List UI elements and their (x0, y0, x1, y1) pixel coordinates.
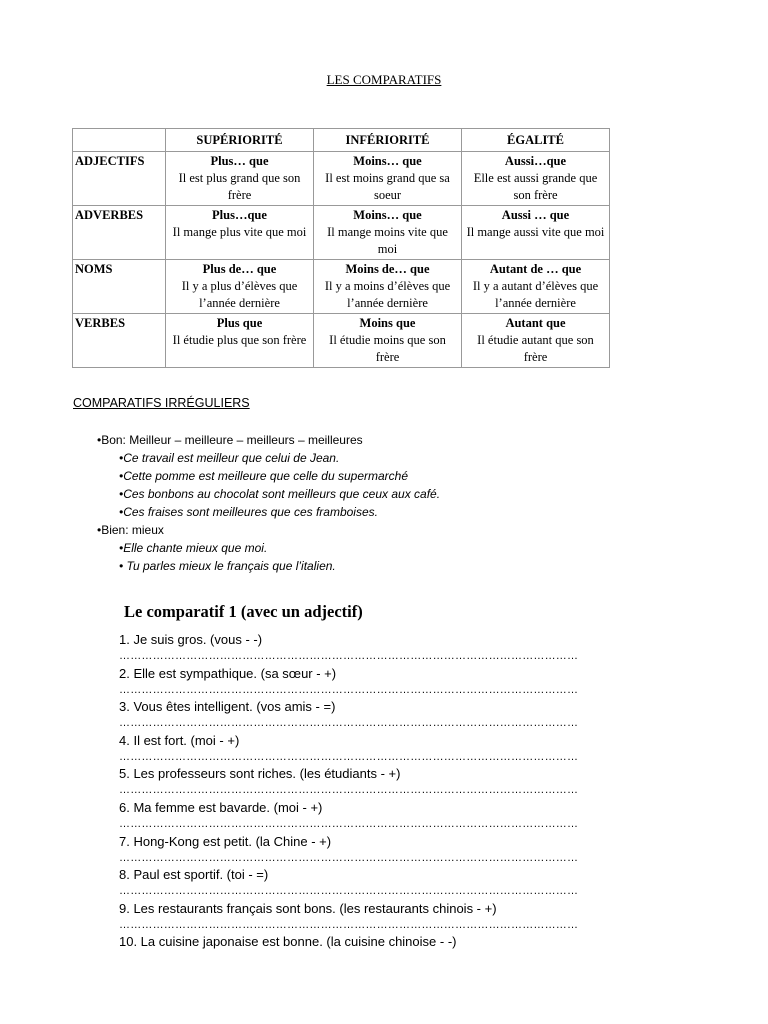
answer-line[interactable]: …………………………………………………………………………………………………………… (119, 851, 579, 864)
table-cell (166, 260, 314, 314)
table-cell (166, 206, 314, 260)
exercise-item (119, 732, 699, 766)
exercise-question: 2. Elle est sympathique. (sa sœur - +) (119, 665, 337, 681)
table-cell (462, 314, 610, 368)
exercise-item (119, 631, 699, 665)
table-cell (462, 152, 610, 206)
exercise-question: 10. La cuisine japonaise est bonne. (la cuisine chinoise - -) (119, 934, 457, 950)
cell-example: Il est plus grand que son frère (178, 171, 301, 202)
cell-example: Il mange moins vite que moi (327, 225, 448, 256)
row-label-adverbes: ADVERBES (73, 206, 166, 260)
table-cell (166, 314, 314, 368)
cell-rule: Plus…que (212, 208, 267, 222)
answer-line[interactable]: …………………………………………………………………………………………………………… (119, 717, 579, 730)
header-inferiorite: INFÉRIORITÉ (314, 129, 462, 152)
answer-line[interactable]: …………………………………………………………………………………………………………… (119, 918, 579, 931)
cell-example: Il y a moins d’élèves que l’année dernière (324, 279, 451, 310)
bien-heading: •Bien: mieux (97, 523, 164, 537)
answer-line[interactable]: …………………………………………………………………………………………………………… (119, 885, 579, 898)
exercise-item (119, 933, 699, 967)
cell-example: Il mange aussi vite que moi (466, 225, 605, 239)
list-item: •Cette pomme est meilleure que celle du supermarché (119, 469, 409, 483)
answer-line[interactable]: …………………………………………………………………………………………………………… (119, 817, 579, 830)
cell-rule: Plus… que (210, 154, 269, 168)
exercise-question: 8. Paul est sportif. (toi - =) (119, 867, 269, 883)
cell-example: Elle est aussi grande que son frère (473, 171, 598, 202)
table-cell (314, 260, 462, 314)
cell-example: Il y a autant d’élèves que l’année dernière (472, 279, 599, 310)
list-item: •Ces bonbons au chocolat sont meilleurs que ceux aux café. (119, 487, 441, 501)
exercise-question: 1. Je suis gros. (vous - -) (119, 632, 263, 647)
row-label-verbes: VERBES (73, 314, 166, 368)
list-item: •Ces fraises sont meilleures que ces framboises. (119, 505, 378, 519)
table-row (73, 206, 610, 260)
exercise-item (119, 833, 699, 867)
answer-line[interactable]: …………………………………………………………………………………………………………… (119, 750, 579, 763)
cell-rule: Autant de … que (489, 262, 582, 276)
table-row (73, 260, 610, 314)
exercise-item (119, 866, 699, 900)
cell-rule: Aussi…que (504, 154, 567, 168)
answer-line[interactable]: …………………………………………………………………………………………………………… (119, 683, 579, 696)
table-row (73, 314, 610, 368)
exercise-title: Le comparatif 1 (avec un adjectif) (124, 602, 363, 621)
table-corner-cell (73, 129, 166, 152)
row-label-adjectifs: ADJECTIFS (73, 152, 166, 206)
cell-rule: Moins… que (353, 208, 422, 222)
answer-line[interactable]: …………………………………………………………………………………………………………… (119, 650, 579, 662)
table-cell (314, 314, 462, 368)
header-superiorite: SUPÉRIORITÉ (166, 129, 314, 152)
exercise-question: 4. Il est fort. (moi - +) (119, 732, 240, 748)
exercise-question: 5. Les professeurs sont riches. (les étudiants - +) (119, 766, 401, 782)
list-item: •Elle chante mieux que moi. (119, 541, 268, 555)
cell-rule: Moins que (359, 316, 416, 330)
cell-rule: Autant que (505, 316, 566, 330)
table-row (73, 152, 610, 206)
exercise-question: 3. Vous êtes intelligent. (vos amis - =) (119, 699, 336, 715)
irregular-section-title: COMPARATIFS IRRÉGULIERS (73, 396, 250, 410)
irregular-list (97, 431, 440, 575)
cell-rule: Plus que (216, 316, 263, 330)
table-cell (462, 260, 610, 314)
list-item: •Ce travail est meilleur que celui de Jean. (119, 451, 340, 465)
cell-example: Il mange plus vite que moi (172, 225, 307, 239)
exercise-item (119, 900, 699, 934)
answer-line[interactable]: …………………………………………………………………………………………………………… (119, 784, 579, 797)
exercise-list (119, 631, 699, 967)
table-cell (166, 152, 314, 206)
cell-rule: Moins… que (353, 154, 422, 168)
cell-example: Il étudie plus que son frère (172, 333, 307, 347)
exercise-item (119, 665, 699, 699)
exercise-item (119, 765, 699, 799)
row-label-noms: NOMS (73, 260, 166, 314)
exercise-item (119, 698, 699, 732)
cell-example: Il est moins grand que sa soeur (325, 171, 450, 202)
header-egalite: ÉGALITÉ (462, 129, 610, 152)
bon-heading: •Bon: Meilleur – meilleure – meilleurs – meilleures (97, 433, 363, 447)
cell-rule: Plus de… que (202, 262, 277, 276)
table-cell (462, 206, 610, 260)
table-cell (314, 206, 462, 260)
table-header-row (73, 129, 610, 152)
comparatives-table (72, 128, 610, 368)
exercise-question: 9. Les restaurants français sont bons. (les restaurants chinois - +) (119, 900, 497, 916)
cell-example: Il étudie moins que son frère (329, 333, 446, 364)
cell-example: Il y a plus d’élèves que l’année dernière (181, 279, 298, 310)
list-item: • Tu parles mieux le français que l’italien. (119, 559, 336, 573)
page-title: LES COMPARATIFS (326, 72, 442, 87)
exercise-item (119, 799, 699, 833)
table-cell (314, 152, 462, 206)
cell-rule: Moins de… que (345, 262, 430, 276)
exercise-question: 7. Hong-Kong est petit. (la Chine - +) (119, 833, 332, 849)
cell-rule: Aussi … que (501, 208, 570, 222)
cell-example: Il étudie autant que son frère (477, 333, 594, 364)
exercise-question: 6. Ma femme est bavarde. (moi - +) (119, 799, 323, 815)
